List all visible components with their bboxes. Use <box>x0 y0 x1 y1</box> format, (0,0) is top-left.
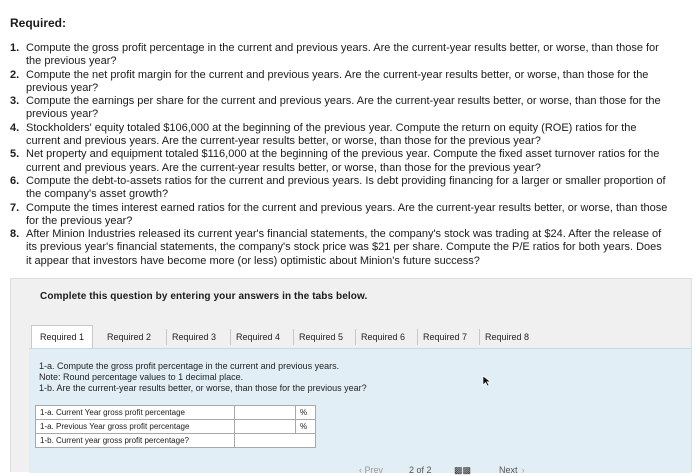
mouse-cursor-icon <box>482 375 492 387</box>
question-number: 5. <box>10 148 20 161</box>
tab-separator <box>417 329 418 345</box>
tab-separator <box>230 329 231 345</box>
tab-content <box>29 348 691 473</box>
required-title: Required: <box>10 16 67 30</box>
question-item <box>10 95 670 122</box>
tab-required-7[interactable]: Required 7 <box>423 332 468 342</box>
answer-label: 1-b. Current year gross profit percentage? <box>36 434 235 448</box>
percent-unit: % <box>296 420 316 434</box>
answer-cell <box>235 434 316 448</box>
instructions <box>39 361 367 394</box>
instruction-note: Note: Round percentage values to 1 decimal place. <box>39 372 244 382</box>
question-text: Net property and equipment totaled $116,000 at the beginning of the previous year. Compute the fixed asset turnover ratios for the current and previous years. Are the current-year results better, or worse, than those for the previous year? <box>26 148 660 174</box>
question-number: 7. <box>10 201 20 214</box>
answer-cell <box>235 420 296 434</box>
next-label: Next <box>499 465 518 475</box>
question-text: Stockholders' equity totaled $106,000 at the beginning of the previous year. Compute the return on equity (ROE) ratios for the current and previous years. Are the current-year results better, or worse, than those for the previous year? <box>26 121 637 148</box>
tab-separator <box>479 329 480 345</box>
question-number: 2. <box>10 68 20 81</box>
question-item <box>10 69 670 96</box>
instruction-line: 1-a. Compute the gross profit percentage in the current and previous years. <box>39 361 340 371</box>
question-number: 1. <box>10 42 20 54</box>
tab-required-4[interactable]: Required 4 <box>236 332 281 342</box>
grid-icon[interactable]: ▩▩ <box>454 465 472 475</box>
answer-table <box>35 405 316 448</box>
tab-required-8[interactable]: Required 8 <box>485 332 530 342</box>
tab-required-5[interactable]: Required 5 <box>299 332 344 342</box>
answer-row <box>36 420 316 434</box>
question-text: Compute the earnings per share for the current and previous years. Are the current-year results better, or worse, than those for the previous year? <box>26 95 661 121</box>
question-item <box>10 148 670 175</box>
question-text: Compute the debt-to-assets ratios for the current and previous years. Is debt providing financing for a larger or smaller proportion of the company's asset growth? <box>26 174 666 201</box>
previous-year-gross-profit-input[interactable] <box>235 420 295 433</box>
tab-separator <box>166 329 167 345</box>
next-button[interactable] <box>499 465 525 475</box>
answer-panel <box>10 278 692 475</box>
prev-button[interactable]: ‹ Prev <box>359 465 384 475</box>
panel-heading: Complete this question by entering your answers in the tabs below. <box>40 291 368 302</box>
question-item <box>10 122 670 149</box>
tab-separator <box>355 329 356 345</box>
tab-required-2[interactable]: Required 2 <box>107 332 152 342</box>
better-worse-select[interactable] <box>235 434 312 447</box>
answer-row <box>36 406 316 420</box>
tab-required-3[interactable]: Required 3 <box>172 332 217 342</box>
answer-label: 1-a. Current Year gross profit percentage <box>36 406 235 420</box>
question-text: Compute the gross profit percentage in the current and previous years. Are the current-year results better, or worse, than those for the previous year? <box>26 42 659 68</box>
current-year-gross-profit-input[interactable] <box>235 406 295 419</box>
question-item <box>10 228 670 268</box>
tab-required-6[interactable]: Required 6 <box>361 332 406 342</box>
question-number: 8. <box>10 228 20 241</box>
instruction-line: 1-b. Are the current-year results better, or worse, than those for the previous year? <box>39 383 367 393</box>
tab-separator <box>293 329 294 345</box>
question-text: Compute the net profit margin for the current and previous years. Are the current-year results better, or worse, than those for the previous year? <box>26 68 649 94</box>
chevron-right-icon: › <box>521 465 525 475</box>
prev-label: Prev <box>364 465 384 475</box>
answer-cell <box>235 406 296 420</box>
question-item <box>10 42 670 69</box>
question-number: 4. <box>10 121 20 134</box>
question-text: After Minion Industries released its current year's financial statements, the company's stock was trading at $24. After the release of its previous year's financial statements, the company's stock price was $21 per share. Compute the P/E ratios for both years. Does it appear that investors have become more (or less) optimistic about Minion's future success? <box>26 228 662 267</box>
tab-required-1[interactable]: Required 1 <box>31 325 93 349</box>
question-text: Compute the times interest earned ratios for the current and previous years. Are the current-year results better, or worse, than those for the previous year? <box>26 201 668 227</box>
question-list <box>10 42 670 268</box>
page-indicator: 2 of 2 <box>409 465 432 475</box>
question-item <box>10 202 670 229</box>
question-number: 6. <box>10 174 20 187</box>
question-number: 3. <box>10 95 20 108</box>
answer-row <box>36 434 316 448</box>
percent-unit: % <box>296 406 316 420</box>
question-item <box>10 175 670 202</box>
answer-label: 1-a. Previous Year gross profit percentage <box>36 420 235 434</box>
